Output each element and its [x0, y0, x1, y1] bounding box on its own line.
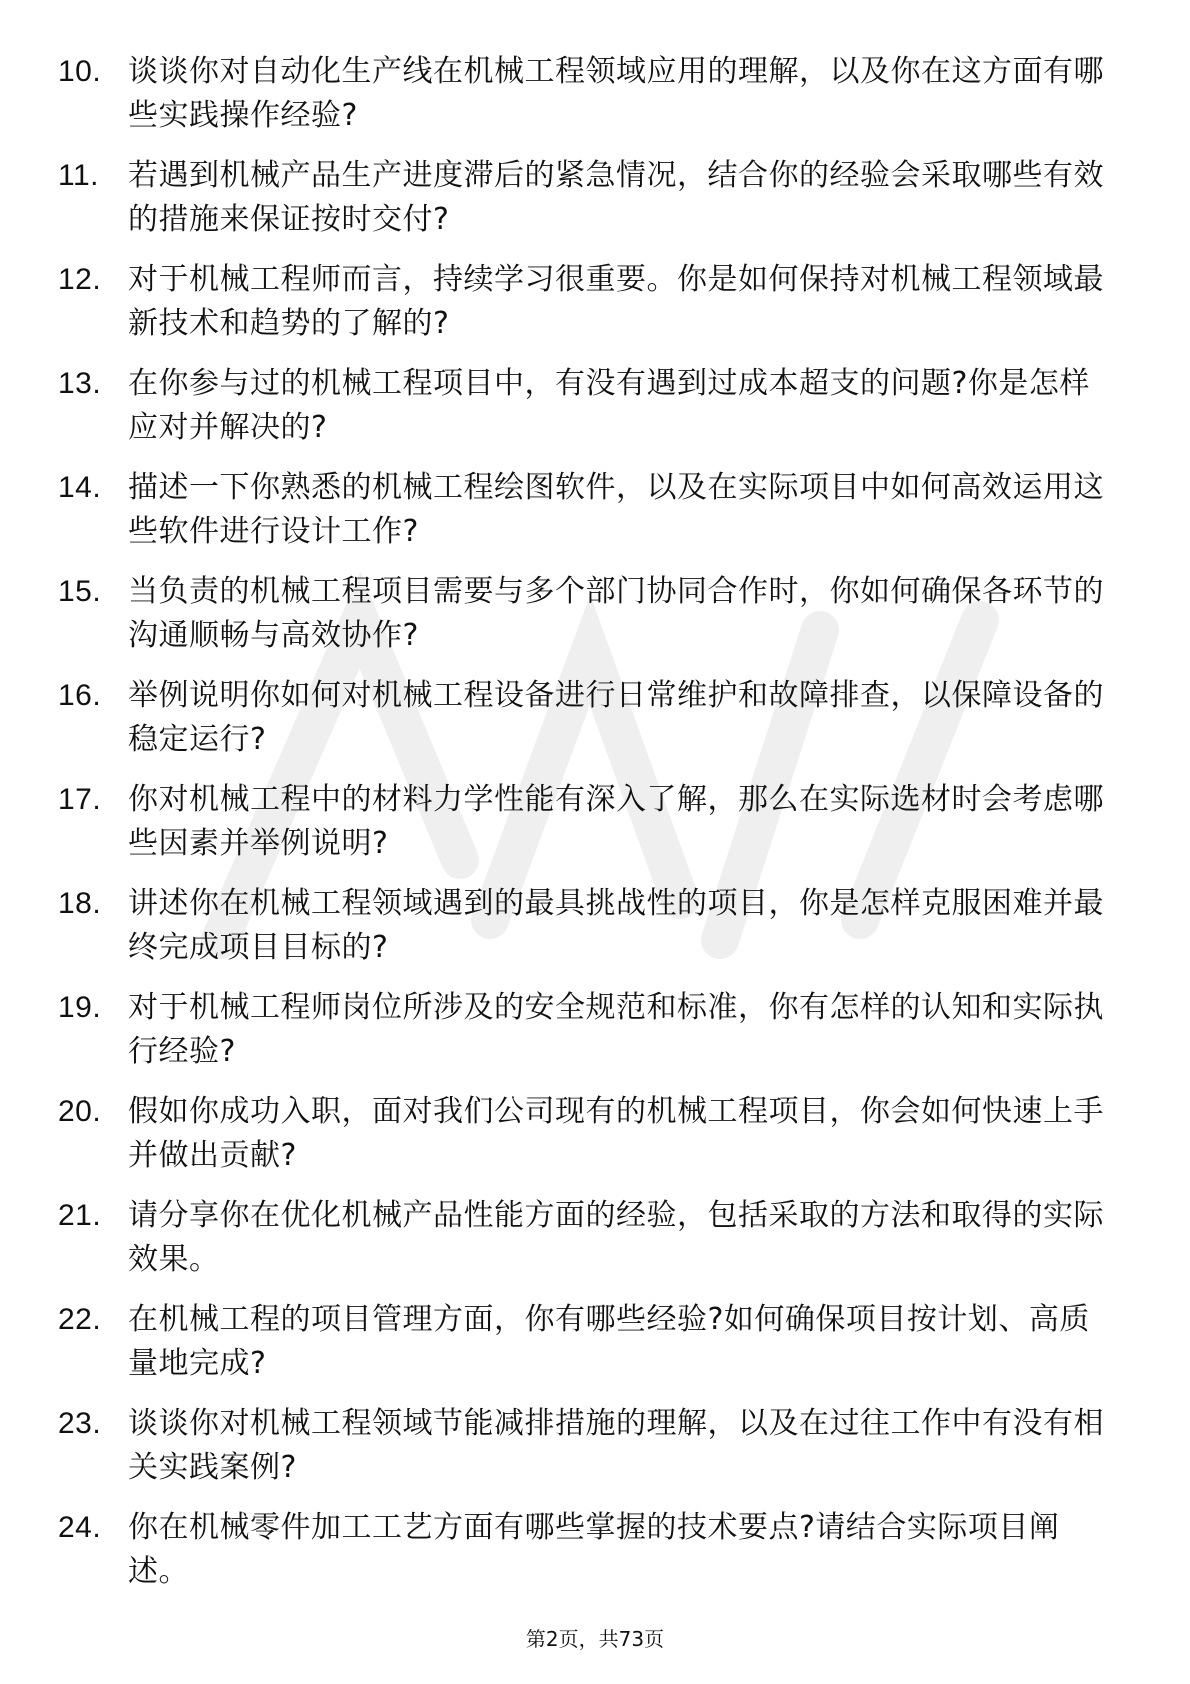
question-number: 15. — [58, 575, 102, 608]
question-text: 在你参与过的机械工程项目中，有没有遇到过成本超支的问题?你是怎样应对并解决的? — [128, 366, 1090, 445]
question-item — [58, 882, 1118, 986]
question-item — [58, 570, 1118, 674]
question-number: 18. — [58, 887, 102, 920]
question-text: 你在机械零件加工工艺方面有哪些掌握的技术要点?请结合实际项目阐述。 — [128, 1510, 1060, 1589]
page-number: 第2页，共73页 — [525, 1627, 665, 1651]
question-number: 19. — [58, 991, 102, 1024]
question-item — [58, 674, 1118, 778]
question-item — [58, 1194, 1118, 1298]
question-text: 谈谈你对机械工程领域节能减排措施的理解，以及在过往工作中有没有相关实践案例? — [128, 1406, 1104, 1485]
question-item — [58, 50, 1118, 154]
question-item — [58, 1298, 1118, 1402]
question-text: 举例说明你如何对机械工程设备进行日常维护和故障排查，以保障设备的稳定运行? — [128, 678, 1104, 757]
question-item — [58, 778, 1118, 882]
question-number: 22. — [58, 1303, 102, 1336]
question-text: 讲述你在机械工程领域遇到的最具挑战性的项目，你是怎样克服困难并最终完成项目目标的? — [128, 886, 1104, 965]
question-text: 当负责的机械工程项目需要与多个部门协同合作时，你如何确保各环节的沟通顺畅与高效协作? — [128, 574, 1104, 653]
question-number: 17. — [58, 783, 102, 816]
question-text: 对于机械工程师而言，持续学习很重要。你是如何保持对机械工程领域最新技术和趋势的了解的? — [128, 262, 1104, 341]
question-text: 假如你成功入职，面对我们公司现有的机械工程项目，你会如何快速上手并做出贡献? — [128, 1094, 1104, 1173]
question-number: 14. — [58, 471, 102, 504]
question-item — [58, 1402, 1118, 1506]
question-number: 13. — [58, 367, 102, 400]
question-number: 24. — [58, 1511, 102, 1544]
question-item — [58, 1506, 1118, 1610]
question-text: 在机械工程的项目管理方面，你有哪些经验?如何确保项目按计划、高质量地完成? — [128, 1302, 1090, 1381]
question-number: 23. — [58, 1407, 102, 1440]
question-item — [58, 362, 1118, 466]
question-text: 谈谈你对自动化生产线在机械工程领域应用的理解，以及你在这方面有哪些实践操作经验? — [128, 54, 1104, 133]
question-number: 21. — [58, 1199, 102, 1232]
question-item — [58, 466, 1118, 570]
question-item — [58, 986, 1118, 1090]
question-item — [58, 1090, 1118, 1194]
question-number: 16. — [58, 679, 102, 712]
question-list — [58, 50, 1118, 1610]
question-text: 若遇到机械产品生产进度滞后的紧急情况，结合你的经验会采取哪些有效的措施来保证按时交付? — [128, 158, 1104, 237]
question-text: 描述一下你熟悉的机械工程绘图软件，以及在实际项目中如何高效运用这些软件进行设计工作? — [128, 470, 1104, 549]
question-item — [58, 258, 1118, 362]
question-text: 请分享你在优化机械产品性能方面的经验，包括采取的方法和取得的实际效果。 — [128, 1198, 1104, 1277]
question-item — [58, 154, 1118, 258]
question-number: 12. — [58, 263, 102, 296]
question-text: 你对机械工程中的材料力学性能有深入了解，那么在实际选材时会考虑哪些因素并举例说明? — [128, 782, 1104, 861]
question-number: 10. — [58, 55, 102, 88]
question-text: 对于机械工程师岗位所涉及的安全规范和标准，你有怎样的认知和实际执行经验? — [128, 990, 1104, 1069]
question-number: 11. — [58, 159, 99, 192]
question-number: 20. — [58, 1095, 102, 1128]
